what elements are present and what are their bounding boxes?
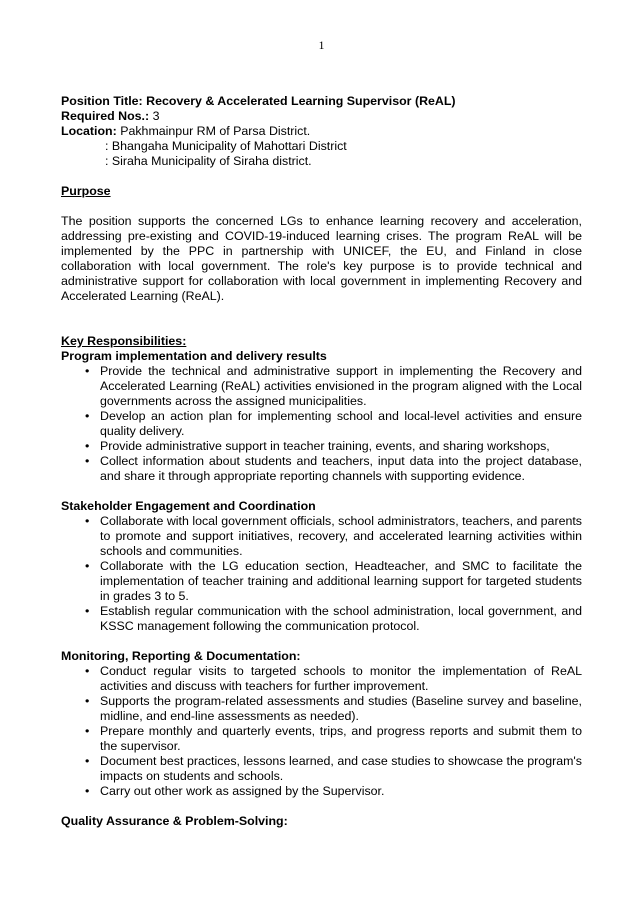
list-item: • Provide the technical and administrative support in implementing the Recovery and Accelerated Learning (ReAL) activities envisioned in the program aligned with the Local governments across the assigned municipalities. (61, 364, 582, 409)
section-heading: Quality Assurance & Problem-Solving: (61, 814, 288, 828)
list-item: • Supports the program-related assessments and studies (Baseline survey and baseline, midline, and end-line assessments as needed). (61, 694, 582, 724)
required-nos-value: 3 (149, 109, 160, 123)
document-body (61, 94, 582, 829)
location-line: : Bhangaha Municipality of Mahottari District (105, 139, 347, 153)
key-responsibilities-heading: Key Responsibilities: (61, 334, 187, 348)
list-item: • Prepare monthly and quarterly events, trips, and progress reports and submit them to the supervisor. (61, 724, 582, 754)
position-title-value: Recovery & Accelerated Learning Supervisor (ReAL) (146, 94, 456, 108)
purpose-text: The position supports the concerned LGs to enhance learning recovery and acceleration, addressing pre-existing and COVID-19-induced learning crises. The program ReAL will be implemented by the PPC in partnership with UNICEF, the EU, and Finland in close collaboration with local government. The role's key purpose is to provide technical and administrative support for collaboration with local government in implementing Recovery and Accelerated Learning (ReAL). (61, 214, 582, 303)
section-heading: Stakeholder Engagement and Coordination (61, 499, 316, 513)
list-item: • Collect information about students and teachers, input data into the project database, and share it through appropriate reporting channels with supporting evidence. (61, 454, 582, 484)
list-item: • Collaborate with local government officials, school administrators, teachers, and parents to promote and support initiatives, recovery, and accelerated learning activities within schools and communities. (61, 514, 582, 559)
location-label: Location: (61, 124, 117, 138)
bullet-list (61, 364, 582, 484)
bullet-list (61, 514, 582, 634)
position-title (61, 94, 582, 109)
section-heading: Monitoring, Reporting & Documentation: (61, 649, 301, 663)
list-item: • Collaborate with the LG education section, Headteacher, and SMC to facilitate the implementation of teacher training and additional learning support for targeted students in grades 3 to 5. (61, 559, 582, 604)
location (61, 124, 582, 139)
purpose-heading: Purpose (61, 184, 111, 198)
position-title-label: Position Title: (61, 94, 147, 108)
list-item: • Provide administrative support in teacher training, events, and sharing workshops, (61, 439, 582, 454)
list-item: • Conduct regular visits to targeted schools to monitor the implementation of ReAL activities and discuss with teachers for further improvement. (61, 664, 582, 694)
section-heading: Program implementation and delivery results (61, 349, 327, 363)
location-value: Pakhmainpur RM of Parsa District. (116, 124, 311, 138)
required-nos-label: Required Nos.: (61, 109, 150, 123)
location-line: : Siraha Municipality of Siraha district. (105, 154, 312, 168)
list-item: • Carry out other work as assigned by the Supervisor. (61, 784, 582, 799)
bullet-list (61, 664, 582, 799)
list-item: • Develop an action plan for implementing school and local-level activities and ensure quality delivery. (61, 409, 582, 439)
list-item: • Establish regular communication with the school administration, local government, and KSSC management following the communication protocol. (61, 604, 582, 634)
required-nos (61, 109, 582, 124)
list-item: • Document best practices, lessons learned, and case studies to showcase the program's impacts on students and schools. (61, 754, 582, 784)
page-number: 1 (318, 38, 325, 52)
